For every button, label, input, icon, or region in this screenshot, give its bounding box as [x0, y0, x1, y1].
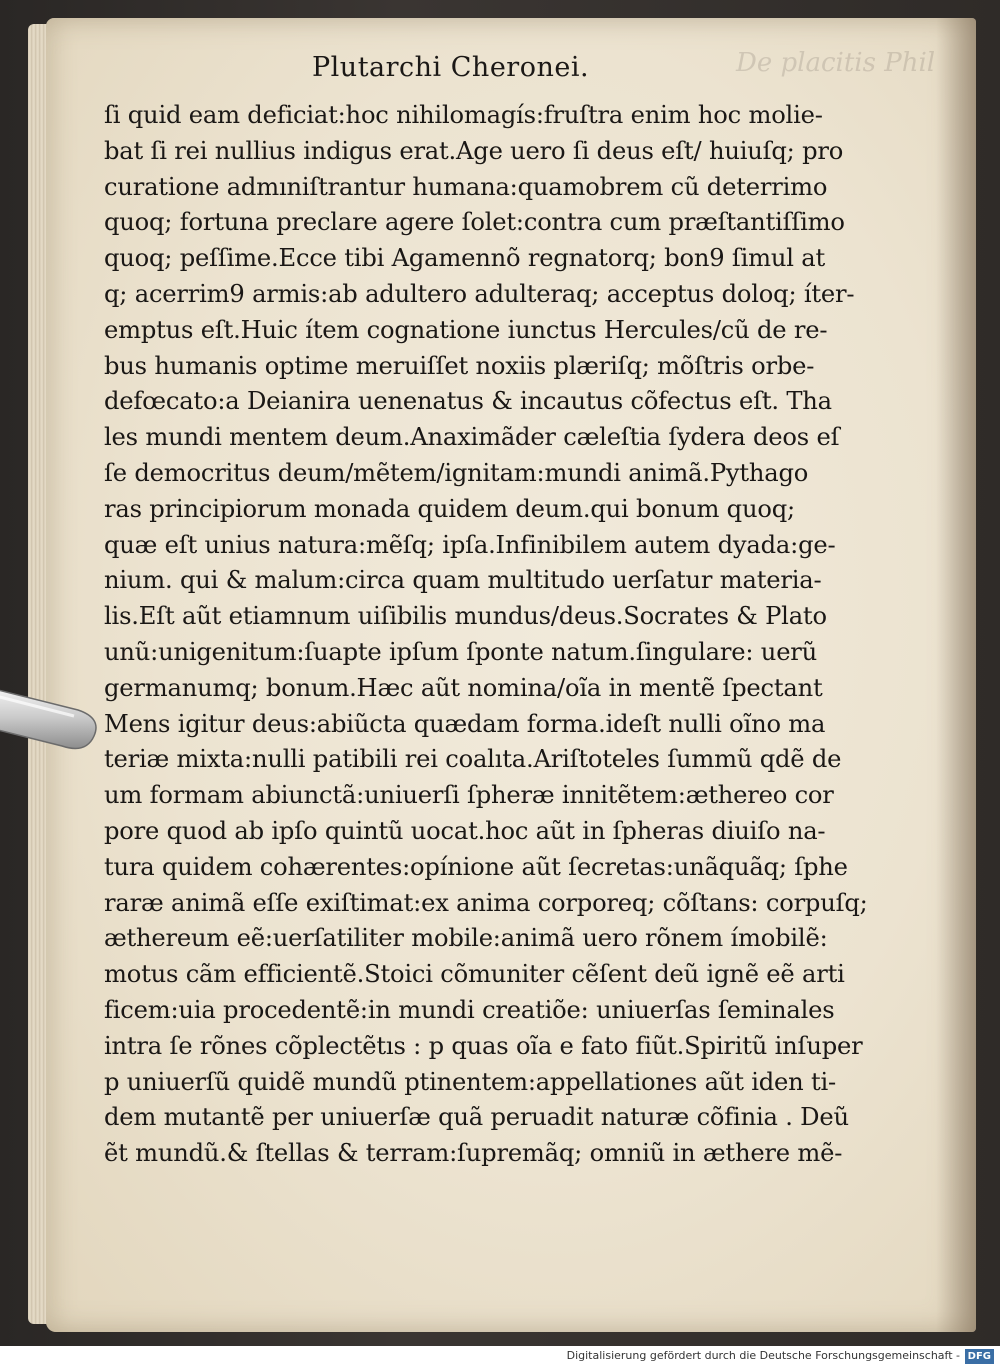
text-line: germanumq; bonum.Hæc aũt nomina/oĩa in mentẽ ſpectant — [104, 673, 823, 702]
text-line: motus cãm efficientẽ.Stoici cõmuniter cẽſent deũ ignẽ eẽ arti — [104, 960, 845, 989]
text-line: teriæ mixta:nulli patibili rei coalıta.Ariſtoteles ſummũ qdẽ de — [104, 745, 842, 774]
text-line: p uniuerſũ quidẽ mundũ ptinentem:appellationes aũt iden ti- — [104, 1067, 837, 1096]
text-line: quoq; peſſime.Ecce tibi Agamennõ regnatorq; bon9 ſimul at — [104, 244, 826, 273]
text-line: ẽt mundũ.& ſtellas & terram:ſupremãq; omniũ in æthere mẽ- — [104, 1139, 843, 1168]
text-line: dem mutantẽ per uniuerſæ quã peruadit naturæ cõfinia . Deũ — [104, 1103, 849, 1132]
text-line: intra ſe rõnes cõplectẽtıs : p quas oĩa e fato fiũt.Spiritũ inſuper — [104, 1031, 863, 1060]
text-line: pore quod ab ipſo quintũ uocat.hoc aũt in ſpheras diuiſo na- — [104, 816, 826, 845]
binding-gutter — [936, 18, 976, 1332]
text-line: lis.Eſt aũt etiamnum uiſibilis mundus/deus.Socrates & Plato — [104, 602, 827, 631]
body-text — [104, 98, 894, 1172]
text-line: les mundi mentem deum.Anaximãder cæleſtia ſydera deos eſ — [104, 423, 840, 452]
text-line: nium. qui & malum:circa quam multitudo uerſatur materia- — [104, 566, 822, 595]
text-line: Mens igitur deus:abiũcta quædam forma.ideſt nulli oĩno ma — [104, 709, 826, 738]
text-line: quæ eſt unius natura:mẽſq; ipſa.Infinibilem autem dyada:ge- — [104, 530, 836, 559]
show-through-line: De placitis Phil — [736, 48, 936, 78]
text-line: um formam abiunctã:uniuerſi ſpheræ innitẽtem:æthereo cor — [104, 781, 834, 810]
clip-shape — [0, 670, 110, 760]
text-line: unũ:unigenitum:ſuapte ipſum ſponte natum.ſingulare: uerũ — [104, 637, 818, 666]
funding-credit: Digitalisierung gefördert durch die Deutsche Forschungsgemeinschaft - — [566, 1349, 960, 1362]
footer-bar — [0, 1346, 1000, 1368]
text-line: tura quidem cohærentes:opínione aũt ſecretas:unãquãq; ſphe — [104, 852, 848, 881]
text-line: curatione admıniſtrantur humana:quamobrem cũ deterrimo — [104, 172, 828, 201]
text-line: ras principiorum monada quidem deum.qui bonum quoq; — [104, 494, 795, 523]
text-line: ficem:uia procedentẽ:in mundi creatiõe: uniuerſas ſeminales — [104, 995, 835, 1024]
text-line: æthereum eẽ:uerſatiliter mobile:animã uero rõnem ímobilẽ: — [104, 924, 828, 953]
text-line: raræ animã eſſe exiſtimat:ex anima corporeq; cõſtans: corpuſq; — [104, 888, 868, 917]
text-line: q; acerrim9 armis:ab adultero adulteraq; acceptus doloq; íter- — [104, 279, 855, 308]
dfg-logo: DFG — [965, 1349, 994, 1364]
text-line: defœcato:a Deianira uenenatus & incautus cõfectus eſt. Tha — [104, 387, 832, 416]
page-clip — [0, 670, 110, 760]
text-line: ſe democritus deum/mẽtem/ignitam:mundi animã.Pythago — [104, 458, 809, 487]
text-line: bat ſi rei nullius indigus erat.Age uero ſi deus eſt/ huiuſq; pro — [104, 136, 844, 165]
text-line: ſi quid eam deficiat:hoc nihilomagís:fruſtra enim hoc molie- — [104, 101, 823, 129]
text-line: emptus eſt.Huic ítem cognatione iunctus Hercules/cũ de re- — [104, 315, 828, 344]
text-line: bus humanis optime meruiſſet noxiis plæriſq; mõſtris orbe- — [104, 351, 815, 380]
text-line: quoq; fortuna preclare agere ſolet:contra cum præſtantiſſimo — [104, 208, 845, 237]
running-header: Plutarchi Cheronei. — [312, 52, 590, 83]
